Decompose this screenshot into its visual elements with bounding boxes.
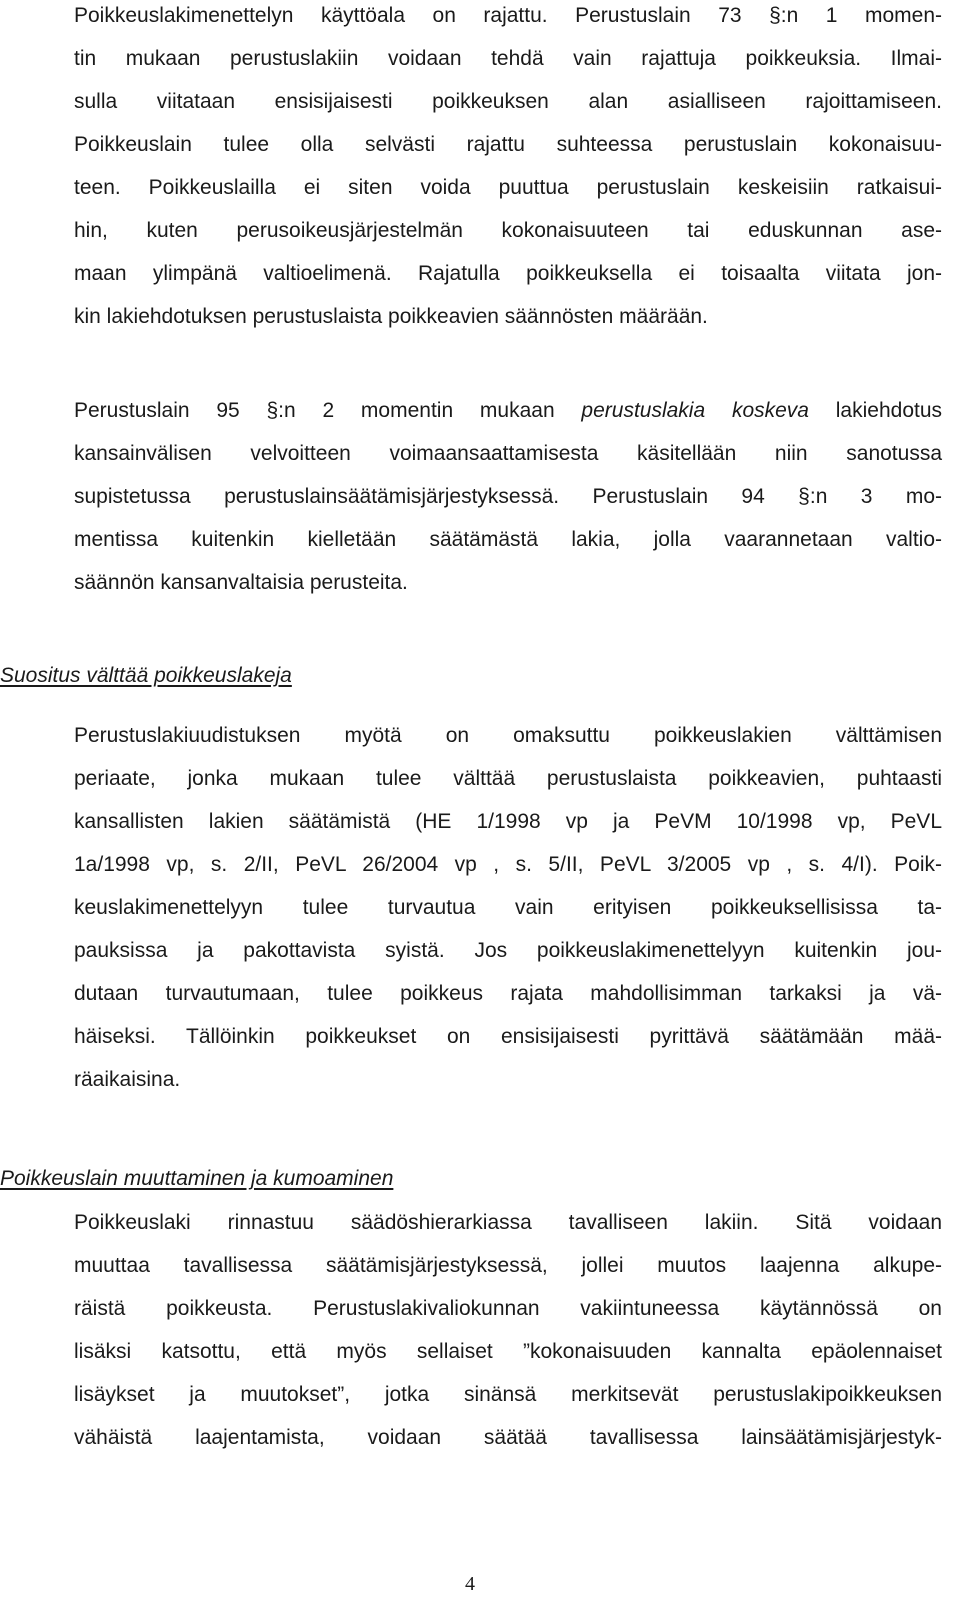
- text-line: sulla viitataan ensisijaisesti poikkeuksen alan asialliseen rajoittamiseen.: [74, 90, 942, 113]
- text-line: dutaan turvautumaan, tulee poikkeus rajata mahdollisimman tarkaksi ja vä-: [74, 982, 942, 1005]
- text-line: keuslakimenettelyyn tulee turvautua vain erityisen poikkeuksellisissa ta-: [74, 896, 942, 919]
- text-run: lakiehdotus: [808, 399, 943, 422]
- text-line: vähäistä laajentamista, voidaan säätää tavallisessa lainsäätämisjärjestyk-: [74, 1426, 942, 1449]
- paragraph-international-obligation: [74, 389, 942, 604]
- text-line: säännön kansanvaltaisia perusteita.: [74, 571, 408, 594]
- text-line: teen. Poikkeuslailla ei siten voida puuttua perustuslain keskeisiin ratkaisui-: [74, 176, 942, 199]
- page-number: 4: [465, 1573, 475, 1595]
- text-line: lisäykset ja muutokset”, jotka sinänsä merkitsevät perustuslakipoikkeuksen: [74, 1383, 942, 1406]
- text-line: kansallisten lakien säätämistä (HE 1/1998 vp ja PeVM 10/1998 vp, PeVL: [74, 810, 942, 833]
- text-line: räaikaisina.: [74, 1068, 181, 1091]
- text-line: tin mukaan perustuslakiin voidaan tehdä vain rajattuja poikkeuksia. Ilmai-: [74, 47, 942, 70]
- text-line: mentissa kuitenkin kielletään säätämästä lakia, jolla vaarannetaan valtio-: [74, 528, 942, 551]
- text-line: 1a/1998 vp, s. 2/II, PeVL 26/2004 vp , s. 5/II, PeVL 3/2005 vp , s. 4/I). Poik-: [74, 853, 942, 876]
- text-line: maan ylimpänä valtioelimenä. Rajatulla poikkeuksella ei toisaalta viitata jon-: [74, 262, 942, 285]
- text-line: räistä poikkeusta. Perustuslakivaliokunnan vakiintuneessa käytännössä on: [74, 1297, 942, 1320]
- text-line: Poikkeuslakimenettelyn käyttöala on rajattu. Perustuslain 73 §:n 1 momen-: [74, 4, 942, 27]
- text-line: pauksissa ja pakottavista syistä. Jos poikkeuslakimenettelyyn kuitenkin jou-: [74, 939, 942, 962]
- text-line: lisäksi katsottu, että myös sellaiset ”kokonaisuuden kannalta epäolennaiset: [74, 1340, 942, 1363]
- paragraph-exception-scope: [74, 0, 942, 338]
- text-line: Poikkeuslaki rinnastuu säädöshierarkiassa tavalliseen lakiin. Sitä voidaan: [74, 1211, 942, 1234]
- text-line: kansainvälisen velvoitteen voimaansaattamisesta käsitellään niin sanotussa: [74, 442, 942, 465]
- italic-term: perustuslakia koskeva: [581, 399, 809, 422]
- text-line: häiseksi. Tällöinkin poikkeukset on ensisijaisesti pyrittävä säätämään mää-: [74, 1025, 942, 1048]
- text-run: Perustuslain 95 §:n 2 momentin mukaan: [74, 399, 582, 422]
- text-line: kin lakiehdotuksen perustuslaista poikkeavien säännösten määrään.: [74, 305, 708, 328]
- text-line: supistetussa perustuslainsäätämisjärjestyksessä. Perustuslain 94 §:n 3 mo-: [74, 485, 942, 508]
- text-line: [74, 389, 942, 432]
- text-line: periaate, jonka mukaan tulee välttää perustuslaista poikkeavien, puhtaasti: [74, 767, 942, 790]
- text-line: Perustuslakiuudistuksen myötä on omaksuttu poikkeuslakien välttämisen: [74, 724, 942, 747]
- paragraph-amend-repeal: [74, 1201, 942, 1459]
- section-heading: Suositus välttää poikkeuslakeja: [0, 664, 292, 687]
- text-line: hin, kuten perusoikeusjärjestelmän kokonaisuuteen tai eduskunnan ase-: [74, 219, 942, 242]
- text-line: muuttaa tavallisessa säätämisjärjestyksessä, jollei muutos laajenna alkupe-: [74, 1254, 942, 1277]
- text-line: Poikkeuslain tulee olla selvästi rajattu suhteessa perustuslain kokonaisuu-: [74, 133, 942, 156]
- section-heading: Poikkeuslain muuttaminen ja kumoaminen: [0, 1167, 394, 1190]
- paragraph-avoid-exceptions: [74, 714, 942, 1101]
